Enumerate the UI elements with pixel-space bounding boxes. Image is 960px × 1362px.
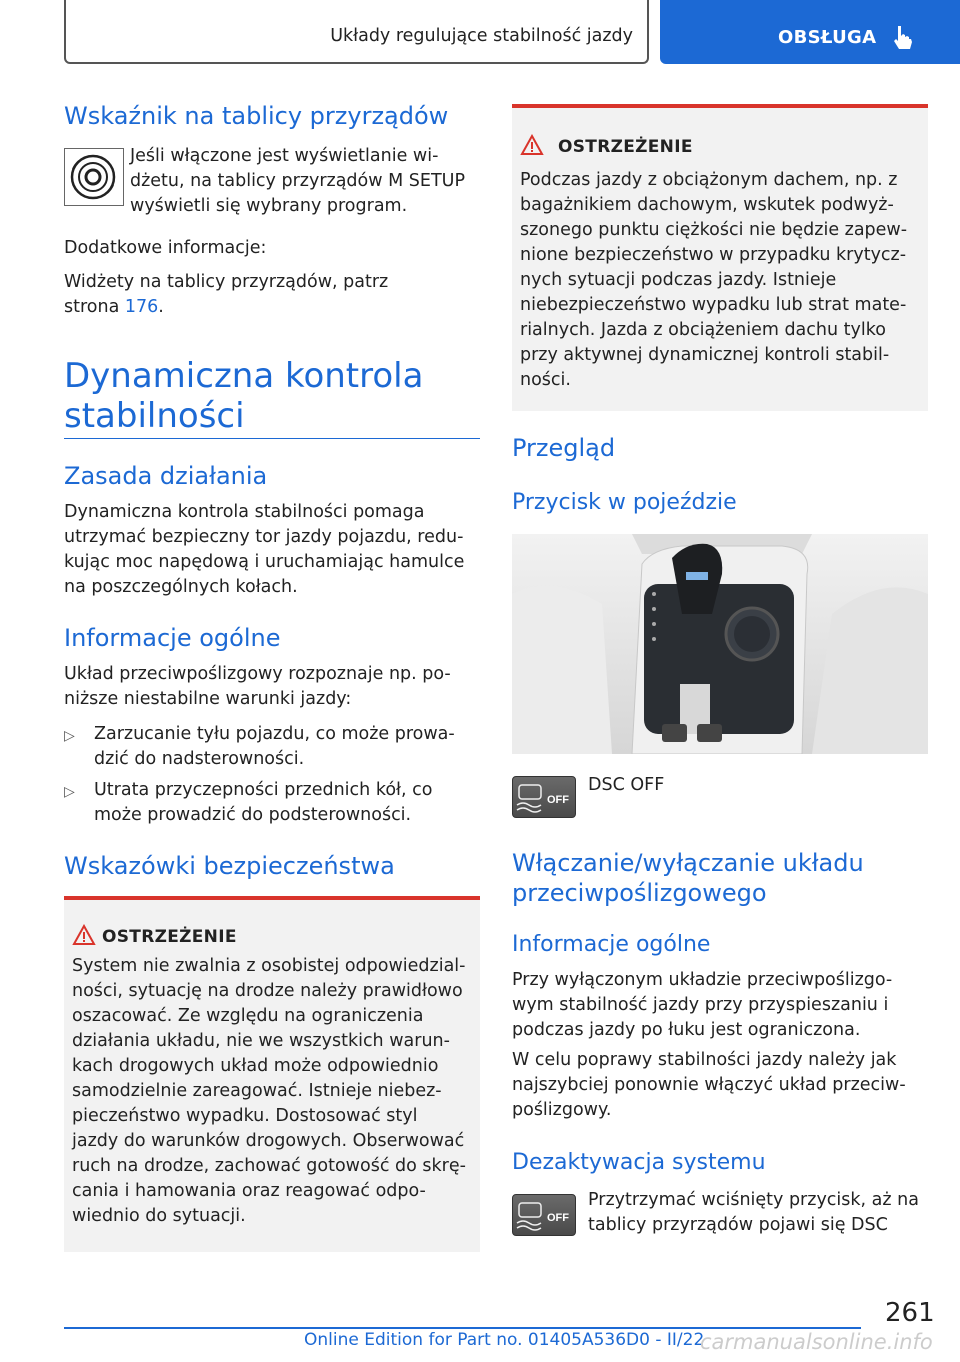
warning-title: OSTRZEŻENIE (102, 927, 237, 947)
warning-text (520, 168, 928, 393)
text-line: wym stabilność jazdy przy przyspieszaniu i (512, 995, 889, 1015)
warning-triangle-icon (520, 134, 544, 160)
warning-line: jazdy do warunków drogowych. Obserwować (72, 1131, 465, 1151)
warning-line: niebezpieczeństwo wypadku lub strat mate- (520, 295, 907, 315)
chapter-heading-line: stabilności (64, 396, 245, 436)
footer-rule (64, 1327, 861, 1329)
section-heading-general: Informacje ogólne (64, 624, 281, 652)
text-line: tablicy przyrządów pojawi się DSC (588, 1215, 888, 1235)
warning-box (64, 896, 480, 1252)
heading-rule (64, 438, 480, 439)
page-number: 261 (885, 1298, 935, 1328)
warning-line: oszacować. Ze względu na ograniczenia (72, 1006, 424, 1026)
general-info-text-2 (512, 1048, 932, 1123)
subheading-general: Informacje ogólne (512, 932, 711, 957)
text-line: podczas jazdy po łuku jest ograniczona. (512, 1020, 861, 1040)
indicator-description (130, 144, 480, 219)
m-setup-widget-icon (64, 148, 124, 206)
warning-line: ności. (520, 370, 571, 390)
warning-line: ności, sytuację na drodze należy prawidłowo (72, 981, 463, 1001)
section-heading-toggle (512, 848, 864, 908)
warning-text (72, 954, 480, 1229)
text-line: Przy wyłączonym układzie przeciwpoślizgo- (512, 970, 893, 990)
warning-line: Podczas jazdy z obciążonym dachem, np. z (520, 170, 898, 190)
warning-triangle-icon (72, 924, 96, 950)
bullet-line: Zarzucanie tyłu pojazdu, co może prowa- (94, 724, 455, 744)
reference-line: Widżety na tablicy przyrządów, patrz (64, 272, 389, 292)
widget-reference (64, 270, 484, 320)
dsc-off-caption: DSC OFF (588, 775, 665, 795)
subheading-button: Przycisk w pojeździe (512, 490, 737, 515)
section-heading-safety: Wskazówki bezpieczeństwa (64, 852, 395, 880)
dsc-off-button-icon (512, 1194, 576, 1236)
reference-prefix: strona (64, 297, 125, 317)
bullet-marker: ▷ (64, 784, 75, 800)
warning-line: rialnych. Jazda z obciążeniem dachu tylko (520, 320, 886, 340)
bullet-marker: ▷ (64, 728, 75, 744)
text-line: Dynamiczna kontrola stabilności pomaga (64, 502, 425, 522)
bullet-line: dzić do nadsterowności. (94, 749, 305, 769)
chapter-heading-line: Dynamiczna kontrola (64, 356, 424, 396)
deactivate-text (588, 1188, 938, 1238)
page-link-176[interactable]: 176 (124, 297, 159, 317)
indicator-line: wyświetli się wybrany program. (130, 196, 408, 216)
bullet-item (94, 722, 484, 772)
more-info-label: Dodatkowe informacje: (64, 238, 267, 258)
chapter-title: Układy regulujące stabilność jazdy (330, 26, 633, 46)
dsc-off-button-icon (512, 776, 576, 818)
reference-suffix: . (158, 297, 164, 317)
chapter-heading (64, 356, 423, 436)
bullet-item (94, 778, 484, 828)
warning-line: przy aktywnej dynamicznej kontroli stabil- (520, 345, 890, 365)
principle-text (64, 500, 484, 600)
footer-edition: Online Edition for Part no. 01405A536D0 - II/22 (304, 1330, 705, 1350)
warning-line: wiednio do sytuacji. (72, 1206, 246, 1226)
text-line: poślizgowy. (512, 1100, 612, 1120)
text-line: Przytrzymać wciśnięty przycisk, aż na (588, 1190, 919, 1210)
heading-line: Włączanie/wyłączanie układu (512, 849, 864, 877)
subheading-deactivate: Dezaktywacja systemu (512, 1150, 766, 1175)
general-info-text (512, 968, 932, 1043)
warning-line: cania i hamowania oraz reagować odpo- (72, 1181, 426, 1201)
warning-line: działania układu, nie we wszystkich warun- (72, 1031, 450, 1051)
warning-line: samodzielnie zareagować. Istnieje niebez- (72, 1081, 442, 1101)
center-console-photo (512, 534, 928, 754)
warning-line: nych sytuacji podczas jazdy. Istnieje (520, 270, 837, 290)
general-text (64, 662, 484, 712)
warning-line: System nie zwalnia z osobistej odpowiedzial- (72, 956, 466, 976)
warning-title: OSTRZEŻENIE (558, 137, 693, 157)
warning-box (512, 104, 928, 411)
indicator-line: dżetu, na tablicy przyrządów M SETUP (130, 171, 465, 191)
text-line: W celu poprawy stabilności jazdy należy jak (512, 1050, 897, 1070)
watermark: carmanualsonline.info (700, 1330, 933, 1354)
text-line: najszybciej ponownie włączyć układ przeciw- (512, 1075, 906, 1095)
warning-line: ruch na drodze, zachować gotowość do skrę- (72, 1156, 466, 1176)
text-line: niższe niestabilne warunki jazdy: (64, 689, 352, 709)
bullet-line: Utrata przyczepności przednich kół, co (94, 780, 433, 800)
section-heading-indicator: Wskaźnik na tablicy przyrządów (64, 102, 449, 130)
heading-line: przeciwpoślizgowego (512, 879, 767, 907)
warning-line: bagażnikiem dachowym, wskutek podwyż- (520, 195, 894, 215)
text-line: na poszczególnych kołach. (64, 577, 298, 597)
hand-pointer-icon (892, 24, 914, 54)
text-line: kując moc napędową i uruchamiając hamulce (64, 552, 465, 572)
warning-line: pieczeństwo wypadku. Dostosować styl (72, 1106, 418, 1126)
text-line: Układ przeciwpoślizgowy rozpoznaje np. po- (64, 664, 451, 684)
header-section-tab (660, 0, 960, 64)
section-tab-label: OBSŁUGA (778, 27, 877, 48)
bullet-line: może prowadzić do podsterowności. (94, 805, 412, 825)
warning-line: szonego punktu ciężkości nie będzie zapew- (520, 220, 908, 240)
text-line: utrzymać bezpieczny tor jazdy pojazdu, redu- (64, 527, 464, 547)
section-heading-principle: Zasada działania (64, 462, 268, 490)
header-chapter-frame (64, 0, 649, 64)
warning-line: nione bezpieczeństwo w przypadku krytycz- (520, 245, 907, 265)
dsc-off-label: OFF (547, 794, 569, 806)
warning-line: kach drogowych układ może odpowiednio (72, 1056, 439, 1076)
section-heading-overview: Przegląd (512, 434, 616, 462)
dsc-off-label: OFF (547, 1212, 569, 1224)
indicator-line: Jeśli włączone jest wyświetlanie wi- (130, 146, 439, 166)
